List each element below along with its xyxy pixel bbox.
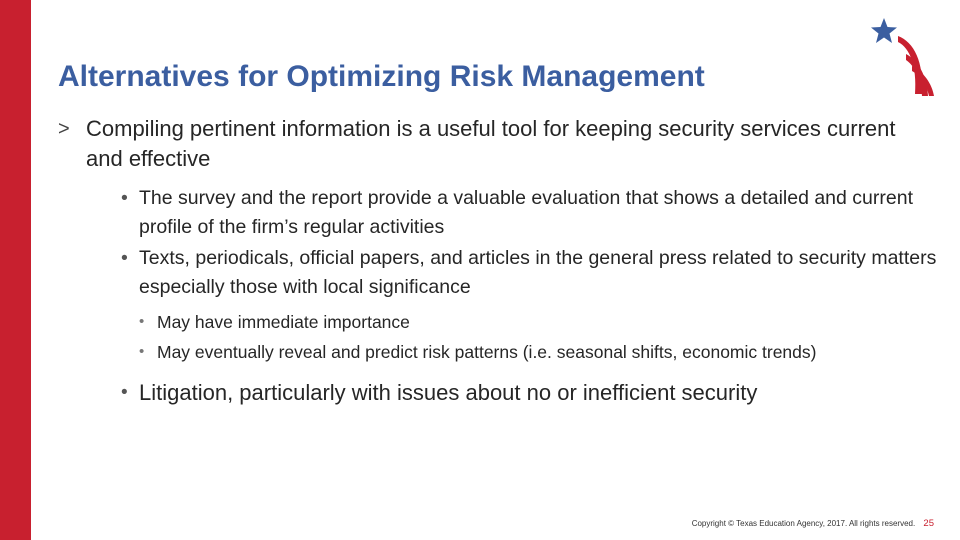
bullet-level2 [113, 378, 938, 408]
bullet-level1 [58, 114, 938, 174]
bullet-level3 [131, 338, 938, 366]
slide-title: Alternatives for Optimizing Risk Management [58, 60, 705, 93]
bullet-text: May have immediate importance [157, 312, 410, 332]
left-accent-bar [0, 0, 31, 540]
bullet-text: The survey and the report provide a valuable evaluation that shows a detailed and current profile of the firm’s regular activities [139, 187, 913, 238]
bullet-dot-icon: • [139, 343, 145, 360]
star-stripes-logo-icon [868, 14, 938, 98]
bullet-text: May eventually reveal and predict risk patterns (i.e. seasonal shifts, economic trends) [157, 342, 817, 362]
bullet-text: Compiling pertinent information is a useful tool for keeping security services current and effective [86, 116, 896, 171]
bullet-text: Litigation, particularly with issues about no or inefficient security [139, 380, 758, 405]
bullet-text: Texts, periodicals, official papers, and articles in the general press related to security matters especially those with local significance [139, 247, 937, 298]
bullet-dot-icon: • [139, 313, 145, 330]
slide-body [58, 114, 938, 408]
chevron-right-icon: > [58, 118, 70, 140]
bullet-level2 [113, 184, 938, 242]
copyright-text: Copyright © Texas Education Agency, 2017. All rights reserved. [691, 519, 916, 528]
bullet-level2 [113, 244, 938, 302]
bullet-dot-icon: • [121, 187, 128, 209]
slide-footer [692, 518, 934, 529]
page-number: 25 [923, 518, 934, 529]
bullet-dot-icon: • [121, 382, 128, 403]
bullet-level3 [131, 308, 938, 336]
bullet-dot-icon: • [121, 247, 128, 269]
